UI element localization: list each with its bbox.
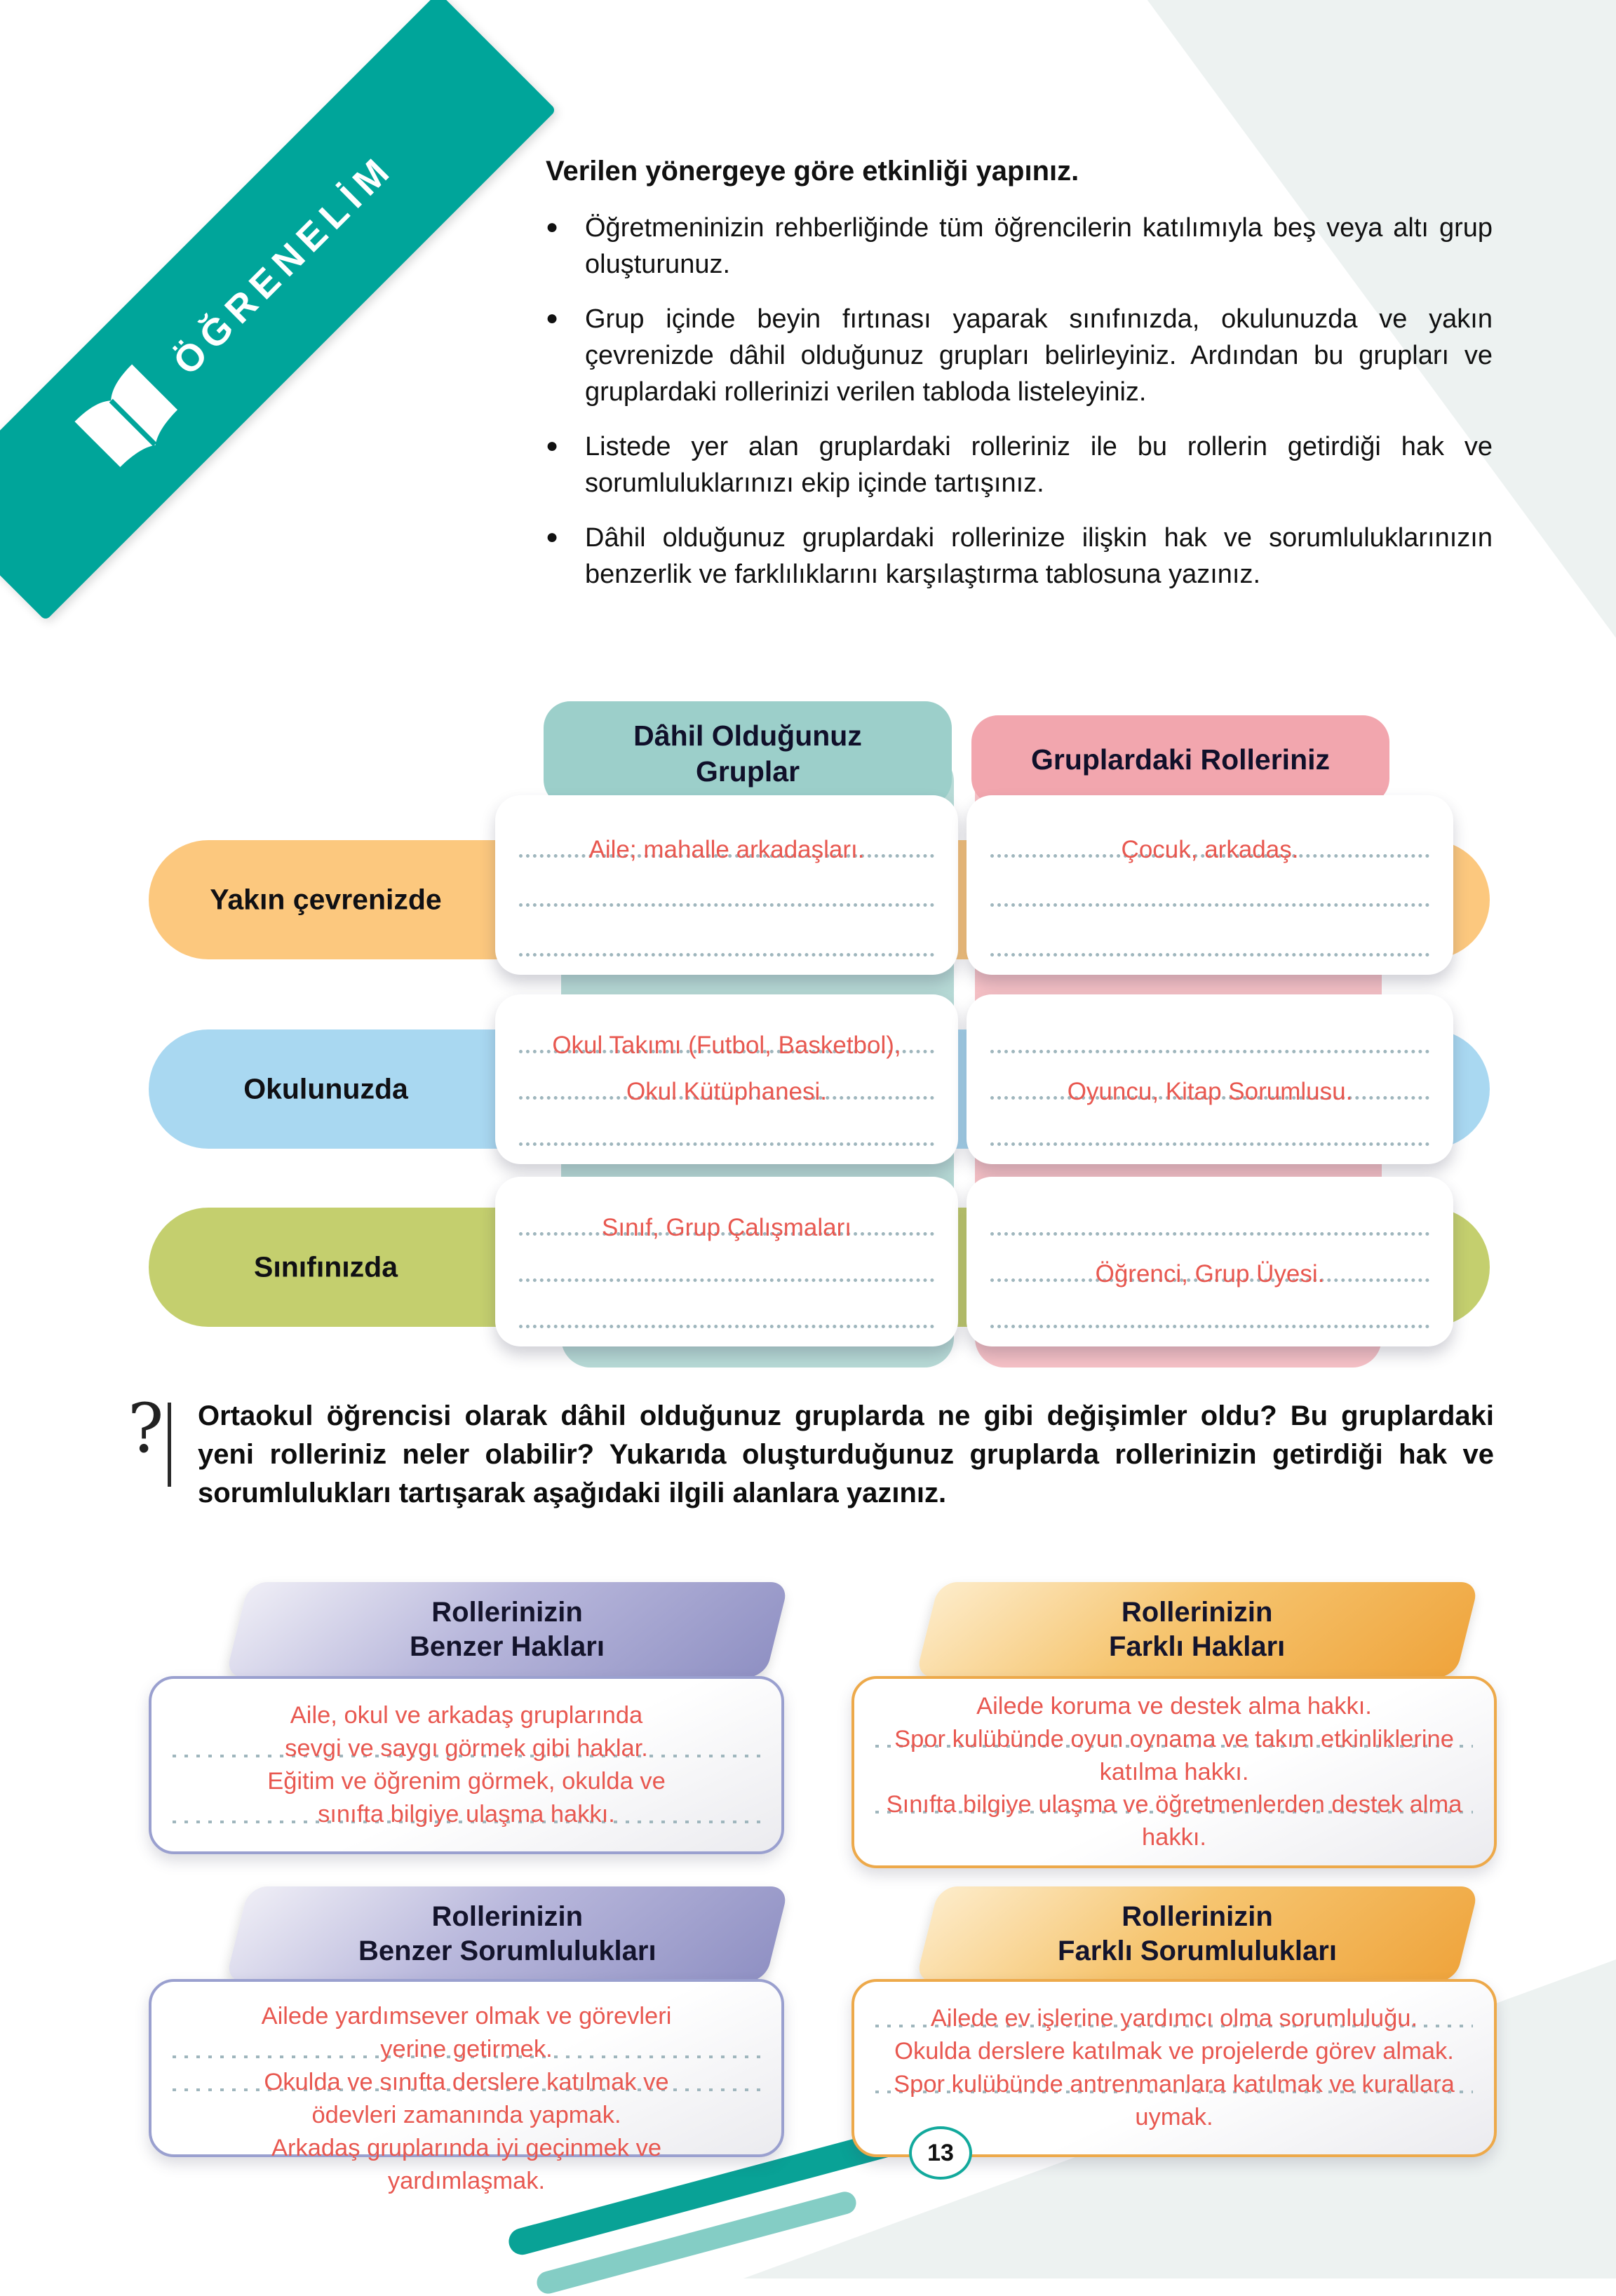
answer-line: sınıfta bilgiye ulaşma hakkı. xyxy=(173,1798,760,1831)
box-title-different-responsibilities xyxy=(915,1886,1479,1982)
answer-line: sevgi ve saygı görmek gibi haklar. xyxy=(173,1732,760,1765)
row-label: Okulunuzda xyxy=(243,1072,408,1105)
instruction-text: Listede yer alan gruplardaki rolleriniz ile bu rollerin getirdiği hak ve sorumluluklarınızı ekip içinde tartışınız. xyxy=(585,432,1493,499)
answer-line: Sınıfta bilgiye ulaşma ve öğretmenlerden destek alma xyxy=(875,1788,1473,1821)
answer-line: Ailede yardımsever olmak ve görevleri xyxy=(261,2003,672,2030)
answer-line: Ailede koruma ve destek alma hakkı. xyxy=(976,1692,1372,1720)
writing-line xyxy=(519,808,934,863)
table-cell-groups-row1 xyxy=(495,795,958,975)
instruction-bullet xyxy=(546,210,1493,283)
writing-line xyxy=(990,858,1429,907)
box-title-line: Rollerinizin xyxy=(1122,1597,1273,1628)
answer-line: Spor kulübünde antrenmanlara katılmak ve kurallara xyxy=(875,2068,1473,2101)
instructions-title: Verilen yönergeye göre etkinliği yapınız. xyxy=(546,156,1079,187)
instruction-text: Dâhil olduğunuz gruplardaki rollerinize ilişkin hak ve sorumluluklarınızın benzerlik ve farklılıklarını karşılaştırma tablosuna yazınız. xyxy=(585,523,1493,590)
question-text: Ortaokul öğrencisi olarak dâhil olduğunuz gruplarda ne gibi değişimler oldu? Bu gruplardaki yeni rolleriniz neler olabilir? Yukarıda oluşturduğunuz gruplarda rollerinizin getirdiği hak ve sorumlulukları tartışarak aşağıdaki ilgili alanlara yazınız. xyxy=(198,1400,1494,1508)
groups-roles-table xyxy=(0,701,1616,1375)
answer-line: Ailede ev işlerine yardımcı olma sorumluluğu. xyxy=(875,2002,1473,2035)
column-header-roles: Gruplardaki Rolleriniz xyxy=(971,715,1389,805)
table-cell-roles-row2 xyxy=(967,994,1453,1164)
writing-line xyxy=(990,1282,1429,1328)
answer-line: Aile, okul ve arkadaş gruplarında xyxy=(290,1702,643,1729)
box-title-line: Farklı Sorumlulukları xyxy=(1058,1936,1337,1966)
table-cell-groups-row2 xyxy=(495,994,958,1164)
bullet-icon: ● xyxy=(546,434,559,458)
row-label: Sınıfınızda xyxy=(254,1250,398,1283)
box-title-different-rights xyxy=(915,1582,1479,1677)
writing-line xyxy=(990,808,1429,863)
row-label: Yakın çevrenizde xyxy=(210,883,442,916)
instruction-bullet xyxy=(546,301,1493,410)
table-cell-roles-row3 xyxy=(967,1177,1453,1346)
learn-banner-label: ÖĞRENELİM xyxy=(165,146,403,384)
box-title-line: Farklı Hakları xyxy=(1109,1631,1286,1662)
writing-line xyxy=(519,1100,934,1146)
writing-line xyxy=(519,858,934,907)
writing-line xyxy=(519,1007,934,1059)
answer-line: katılma hakkı. xyxy=(1099,1758,1249,1785)
answer-text: Çocuk, arkadaş. xyxy=(1121,835,1299,863)
table-cell-roles-row1 xyxy=(967,795,1453,975)
instruction-text: Öğretmeninizin rehberliğinde tüm öğrencilerin katılımıyla beş veya altı grup oluşturunuz. xyxy=(585,213,1493,280)
box-body-similar-rights xyxy=(149,1676,784,1854)
instruction-bullet xyxy=(546,428,1493,501)
writing-line xyxy=(990,1189,1429,1236)
writing-line xyxy=(519,1053,934,1105)
answer-text: Oyuncu, Kitap Sorumlusu. xyxy=(1067,1078,1353,1105)
writing-line xyxy=(990,907,1429,957)
box-title-line: Rollerinizin xyxy=(1122,1901,1273,1933)
page-number-badge: 13 xyxy=(909,2126,972,2180)
writing-line xyxy=(519,1189,934,1241)
open-book-icon xyxy=(69,358,191,480)
answer-text: Aile; mahalle arkadaşları. xyxy=(588,835,865,863)
instruction-bullet xyxy=(546,520,1493,593)
writing-line xyxy=(519,907,934,957)
answer-line: Spor kulübünde oyun oynama ve takım etkinliklerine xyxy=(875,1723,1473,1756)
box-body-similar-responsibilities xyxy=(149,1979,784,2194)
box-title-line: Benzer Sorumlulukları xyxy=(358,1936,656,1966)
answer-text: Okul Kütüphanesi. xyxy=(626,1078,827,1105)
learn-banner xyxy=(0,0,556,621)
table-cell-groups-row3 xyxy=(495,1177,958,1346)
writing-line xyxy=(519,1236,934,1282)
answer-line: Eğitim ve öğrenim görmek, okulda ve xyxy=(267,1768,666,1795)
question-block xyxy=(128,1389,1494,1512)
writing-line xyxy=(519,1282,934,1328)
answer-line: yardımlaşmak. xyxy=(387,2167,546,2194)
box-title-line: Rollerinizin xyxy=(431,1901,583,1933)
answer-line: ödevleri zamanında yapmak. xyxy=(311,2101,621,2128)
answer-text: Öğrenci, Grup Üyesi. xyxy=(1095,1260,1325,1288)
answer-line: Okulda derslere katılmak ve projelerde görev almak. xyxy=(894,2038,1454,2065)
box-title-line: Benzer Hakları xyxy=(410,1631,605,1662)
writing-line xyxy=(990,1236,1429,1288)
answer-text: Okul Takımı (Futbol, Basketbol), xyxy=(552,1032,901,1059)
answer-line: Arkadaş gruplarında iyi geçinmek ve xyxy=(271,2134,662,2161)
answer-line: uymak. xyxy=(1135,2103,1213,2130)
writing-line xyxy=(990,1007,1429,1053)
answer-text: Sınıf, Grup Çalışmaları xyxy=(602,1214,851,1241)
box-title-similar-rights xyxy=(225,1582,789,1677)
instruction-text: Grup içinde beyin fırtınası yaparak sınıfınızda, okulunuzda ve yakın çevrenizde dâhil olduğunuz grupları belirleyiniz. Ardından bu grupları ve gruplardaki rollerinizi verilen tabloda listeleyiniz. xyxy=(585,304,1493,407)
box-body-different-rights xyxy=(851,1676,1497,1868)
answer-line: yerine getirmek. xyxy=(173,2033,760,2066)
box-title-line: Rollerinizin xyxy=(431,1597,583,1628)
bullet-icon: ● xyxy=(546,306,559,330)
bullet-icon: ● xyxy=(546,525,559,549)
answer-line: Okulda ve sınıfta derslere katılmak ve xyxy=(173,2066,760,2099)
instructions-block xyxy=(546,156,1493,611)
writing-line xyxy=(990,1100,1429,1146)
box-title-similar-responsibilities xyxy=(225,1886,789,1982)
writing-line xyxy=(990,1053,1429,1105)
column-header-groups: Dâhil Olduğunuz Gruplar xyxy=(544,701,952,806)
question-mark-icon: ? xyxy=(128,1397,198,1512)
bullet-icon: ● xyxy=(546,215,559,238)
answer-line: hakkı. xyxy=(1141,1824,1207,1851)
